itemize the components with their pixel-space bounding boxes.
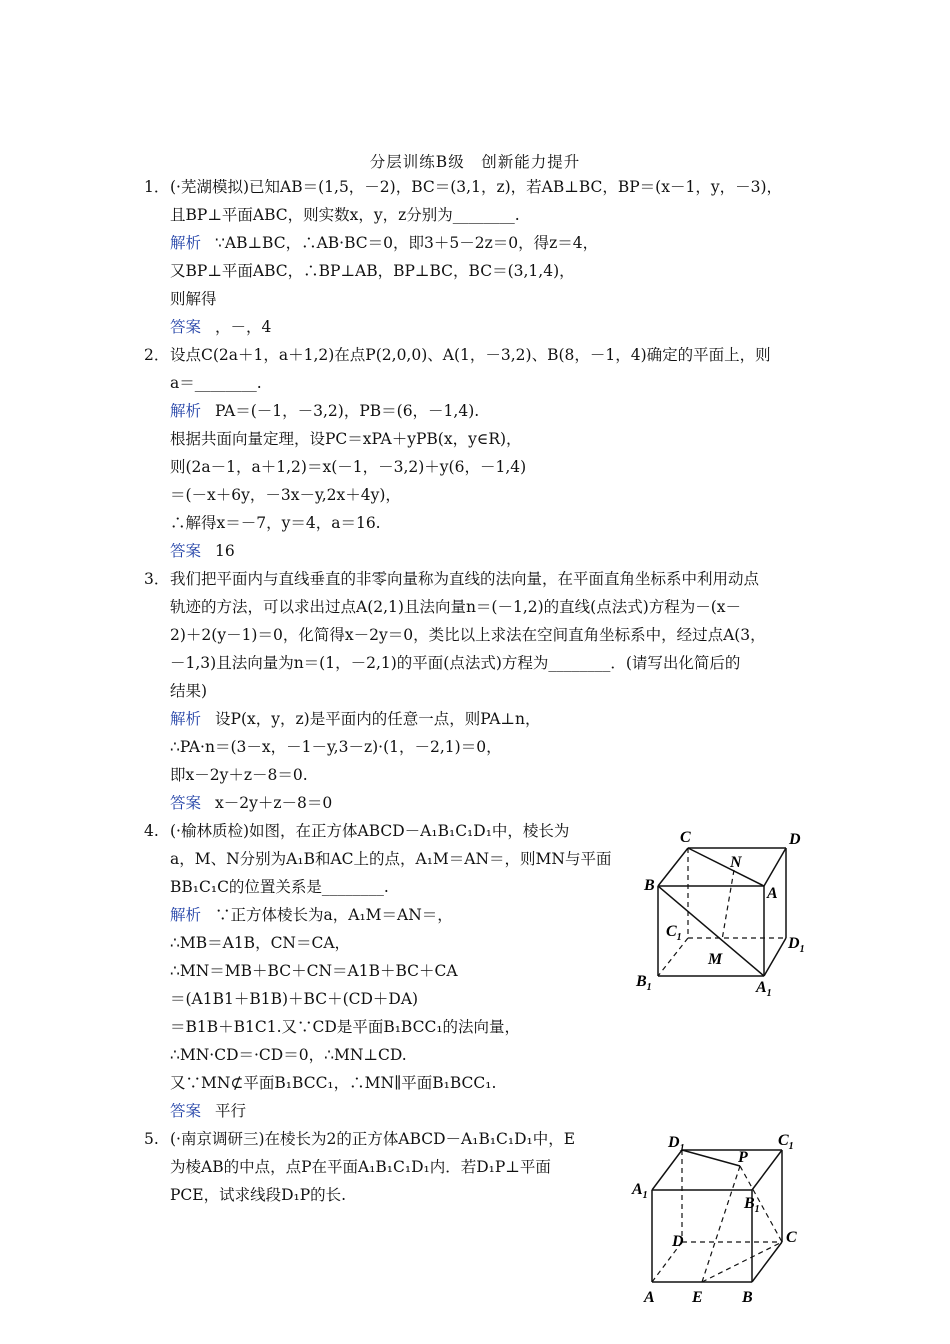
q3-stem-line-4: －1,3)且法向量为n＝(1，－2,1)的平面(点法式)方程为________．(请写出化简后的 [170,654,741,672]
vertex-label-d: D [789,831,801,848]
vertex-label-b: B [644,877,655,894]
point-label-e: E [692,1289,703,1306]
vertex-label-c1: $C_1$ [666,923,682,943]
cube-figure-q4 [630,820,820,1000]
q3-number: 3． [144,570,170,588]
answer-label: 答案 [170,1102,202,1120]
q5-stem-line-3: PCE，试求线段D₁P的长. [170,1186,347,1204]
q3-analysis: 解析 设P(x，y，z)是平面内的任意一点，则PA⊥n， [170,710,541,728]
q4-analysis-line-3: ∴MN＝MB＋BC＋CN＝A1B＋BC＋CA [170,962,458,980]
q2-analysis-line-4: ＝(－x＋6y，－3x－y,2x＋4y)， [170,486,401,504]
q1-analysis-line-2: 又BP⊥平面ABC，∴BP⊥AB，BP⊥BC，BC＝(3,1,4)， [170,262,575,280]
q4-analysis-line-7: 又∵MN⊄平面B₁BCC₁，∴MN∥平面B₁BCC₁. [170,1074,497,1092]
vertex-label-b1: $B_1$ [636,973,652,993]
point-label-m: M [708,951,723,968]
q3-stem-line-2: 轨迹的方法，可以求出过点A(2,1)且法向量n＝(－1,2)的直线(点法式)方程为－(x－ [170,598,742,616]
q3-stem-line-5: 结果) [170,682,208,700]
vertex-label-a1: $A_1$ [756,979,772,999]
vertex-label-a: A [644,1289,655,1306]
q4-analysis-line-6: ∴MN·CD＝·CD＝0，∴MN⊥CD. [170,1046,407,1064]
analysis-label: 解析 [170,710,202,728]
vertex-label-d1: $D_1$ [668,1134,685,1154]
vertex-label-d: D [672,1233,684,1250]
q2-number: 2． [144,346,170,364]
q3-analysis-line-3: 即x－2y＋z－8＝0. [170,766,308,784]
vertex-label-b: B [742,1289,753,1306]
vertex-label-a: A [767,885,778,902]
point-label-n: N [730,854,742,871]
q2-analysis-line-5: ∴解得x＝－7，y＝4，a＝16. [170,514,381,532]
q4-number: 4. [144,822,159,840]
q4-stem-line-2: a，M、N分别为A₁B和AC上的点，A₁M＝AN＝，则MN与平面 [170,850,612,868]
q3-answer: 答案 x－2y＋z－8＝0 [170,794,333,812]
q5-stem-line-1: (·南京调研三)在棱长为2的正方体ABCD－A₁B₁C₁D₁中，E [170,1130,576,1148]
answer-label: 答案 [170,794,202,812]
q2-analysis-line-2: 根据共面向量定理，设PC＝xPA＋yPB(x，y∈R)， [170,430,522,448]
q4-analysis-line-2: ∴MB＝A1B，CN＝CA， [170,934,351,952]
q4-answer: 答案 平行 [170,1102,247,1120]
vertex-label-b1: $B_1$ [744,1195,760,1215]
vertex-label-c: C [680,829,691,846]
cube-figure-q5 [626,1130,826,1310]
q1-analysis-line-3: 则解得 [170,290,217,308]
vertex-label-c1: $C_1$ [778,1132,794,1152]
analysis-label: 解析 [170,402,202,420]
q3-stem-line-3: 2)＋2(y－1)＝0，化简得x－2y＝0，类比以上求法在空间直角坐标系中，经过点A(3， [170,626,766,644]
vertex-label-a1: $A_1$ [632,1181,648,1201]
q1-stem-line-2: 且BP⊥平面ABC，则实数x，y，z分别为________. [170,206,520,224]
q4-stem-line-3: BB₁C₁C的位置关系是________. [170,878,389,896]
analysis-label: 解析 [170,234,202,252]
q4-analysis: 解析 ∵正方体棱长为a，A₁M＝AN＝， [170,906,453,924]
point-label-p: P [738,1149,748,1166]
answer-label: 答案 [170,318,202,336]
answer-label: 答案 [170,542,202,560]
q5-number: 5. [144,1130,159,1148]
q5-stem-line-2: 为棱AB的中点，点P在平面A₁B₁C₁D₁内．若D₁P⊥平面 [170,1158,551,1176]
page-title: 分层训练B级 创新能力提升 [369,153,581,171]
q1-analysis: 解析 ∵AB⊥BC，∴AB·BC＝0，即3＋5－2z＝0，得z＝4， [170,234,599,252]
q3-stem-line-1: 我们把平面内与直线垂直的非零向量称为直线的法向量，在平面直角坐标系中利用动点 [170,570,760,588]
q1-answer: 答案 ，－，4 [170,318,272,336]
q2-stem-line-1: 设点C(2a＋1，a＋1,2)在点P(2,0,0)、A(1，－3,2)、B(8，－1，4)确定的平面上，则 [170,346,771,364]
q2-analysis-line-3: 则(2a－1，a＋1,2)＝x(－1，－3,2)＋y(6，－1,4) [170,458,527,476]
analysis-label: 解析 [170,906,202,924]
q4-analysis-line-4: ＝(A1B1＋B1B)＋BC＋(CD＋DA) [170,990,419,1008]
q2-analysis: 解析 PA＝(－1，－3,2)，PB＝(6，－1,4). [170,402,480,420]
q4-stem-line-1: (·榆林质检)如图，在正方体ABCD－A₁B₁C₁D₁中，棱长为 [170,822,570,840]
q4-analysis-line-5: ＝B1B＋B1C1.又∵CD是平面B₁BCC₁的法向量， [170,1018,521,1036]
vertex-label-c: C [786,1229,797,1246]
vertex-label-d1: $D_1$ [788,935,805,955]
q1-stem-line-1: (·芜湖模拟)已知AB＝(1,5，－2)，BC＝(3,1，z)，若AB⊥BC，BP＝(x－1，y，－3)， [170,178,782,196]
q2-stem-line-2: a＝________. [170,374,262,392]
q3-analysis-line-2: ∴PA·n＝(3－x，－1－y,3－z)·(1，－2,1)＝0， [170,738,502,756]
q1-number: 1． [144,178,170,196]
q2-answer: 答案 16 [170,542,235,560]
